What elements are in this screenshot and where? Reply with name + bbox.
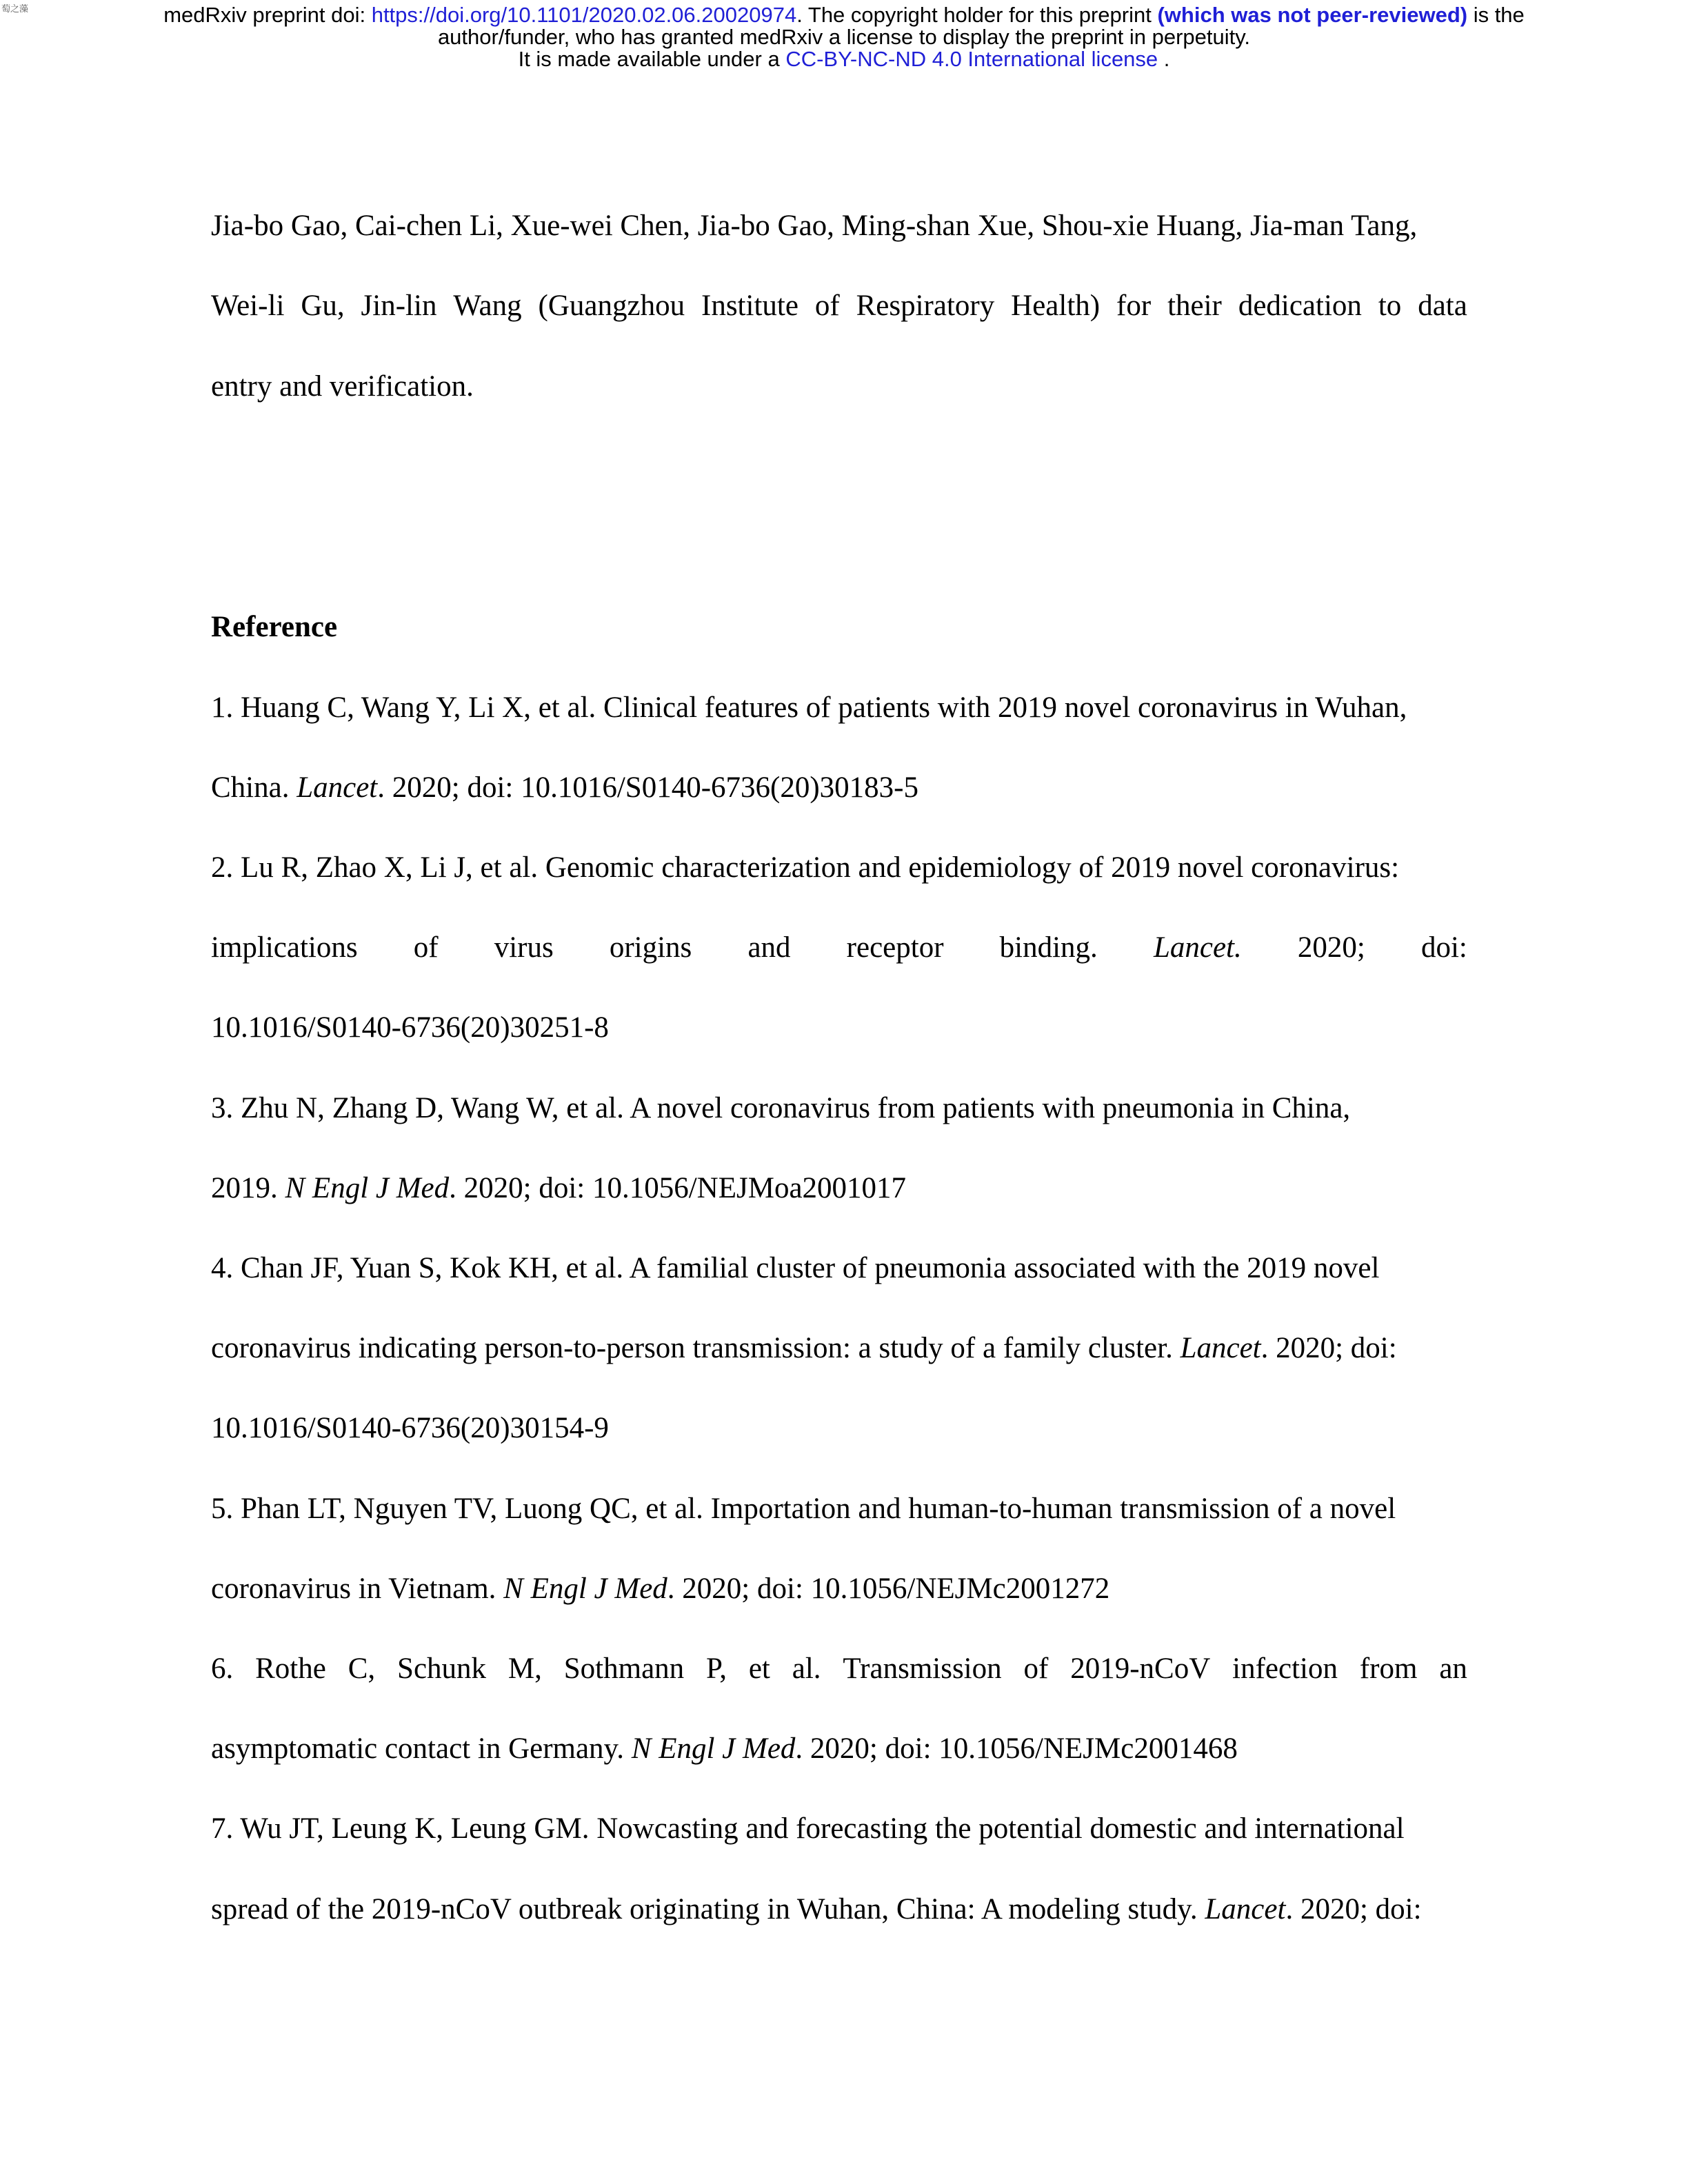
journal-name: Lancet. — [1153, 931, 1242, 964]
peer-review-note: (which was not peer-reviewed) — [1157, 3, 1468, 27]
license-link[interactable]: CC-BY-NC-ND 4.0 International license — [785, 47, 1158, 71]
doi-link[interactable]: https://doi.org/10.1101/2020.02.06.20020974 — [371, 3, 797, 27]
reference-5-line-1: 5. Phan LT, Nguyen TV, Luong QC, et al. Importation and human-to-human transmission of a novel — [211, 1493, 1396, 1525]
journal-name: Lancet — [1180, 1332, 1261, 1364]
banner-line-3: It is made available under a CC-BY-NC-ND 4.0 International license . — [518, 47, 1170, 71]
reference-2-line-3: 10.1016/S0140-6736(20)30251-8 — [211, 1011, 609, 1044]
journal-name: Lancet — [297, 771, 378, 804]
ack-line-1: Jia-bo Gao, Cai-chen Li, Xue-wei Chen, Jia-bo Gao, Ming-shan Xue, Shou-xie Huang, Jia-man Tang, — [211, 210, 1418, 242]
reference-4-line-1: 4. Chan JF, Yuan S, Kok KH, et al. A familial cluster of pneumonia associated with the 2019 novel — [211, 1252, 1380, 1284]
reference-4-line-2: coronavirus indicating person-to-person transmission: a study of a family cluster. Lancet. 2020; doi: — [211, 1332, 1397, 1364]
reference-7-line-2: spread of the 2019-nCoV outbreak originating in Wuhan, China: A modeling study. Lancet. 2020; doi: — [211, 1893, 1422, 1925]
reference-3-line-1: 3. Zhu N, Zhang D, Wang W, et al. A novel coronavirus from patients with pneumonia in China, — [211, 1092, 1351, 1124]
journal-name: Lancet — [1205, 1893, 1286, 1925]
reference-3-line-2: 2019. N Engl J Med. 2020; doi: 10.1056/NEJMoa2001017 — [211, 1172, 907, 1204]
reference-7-line-1: 7. Wu JT, Leung K, Leung GM. Nowcasting and forecasting the potential domestic and international — [211, 1812, 1405, 1845]
journal-name: N Engl J Med — [631, 1732, 796, 1765]
banner-line-1: medRxiv preprint doi: https://doi.org/10.1101/2020.02.06.20020974. The copyright holder for this preprint (which was not peer-reviewed) is the — [163, 3, 1525, 27]
reference-4-line-3: 10.1016/S0140-6736(20)30154-9 — [211, 1412, 609, 1444]
reference-6-line-2: asymptomatic contact in Germany. N Engl J Med. 2020; doi: 10.1056/NEJMc2001468 — [211, 1732, 1238, 1765]
reference-6-line-1: 6. Rothe C, Schunk M, Sothmann P, et al. Transmission of 2019-nCoV infection from an — [211, 1652, 1467, 1685]
reference-1-line-1: 1. Huang C, Wang Y, Li X, et al. Clinical features of patients with 2019 novel coronavirus in Wuhan, — [211, 691, 1407, 724]
journal-name: N Engl J Med — [285, 1172, 450, 1204]
journal-name: N Engl J Med — [503, 1573, 667, 1605]
reference-1-line-2: China. Lancet. 2020; doi: 10.1016/S0140-6736(20)30183-5 — [211, 771, 918, 804]
banner-line-2: author/funder, who has granted medRxiv a license to display the preprint in perpetuity. — [437, 25, 1251, 49]
ack-line-3: entry and verification. — [211, 370, 474, 403]
reference-5-line-2: coronavirus in Vietnam. N Engl J Med. 2020; doi: 10.1056/NEJMc2001272 — [211, 1573, 1110, 1605]
ack-line-2: Wei-li Gu, Jin-lin Wang (Guangzhou Institute of Respiratory Health) for their dedication to data — [211, 290, 1467, 322]
reference-heading: Reference — [211, 611, 338, 643]
page-body — [211, 0, 1467, 2184]
reference-2-line-2: implications of virus origins and receptor binding. Lancet. 2020; doi: — [211, 927, 1467, 969]
reference-2-line-1: 2. Lu R, Zhao X, Li J, et al. Genomic characterization and epidemiology of 2019 novel coronavirus: — [211, 851, 1400, 884]
corner-mark: 萄之藻 — [1, 4, 29, 14]
